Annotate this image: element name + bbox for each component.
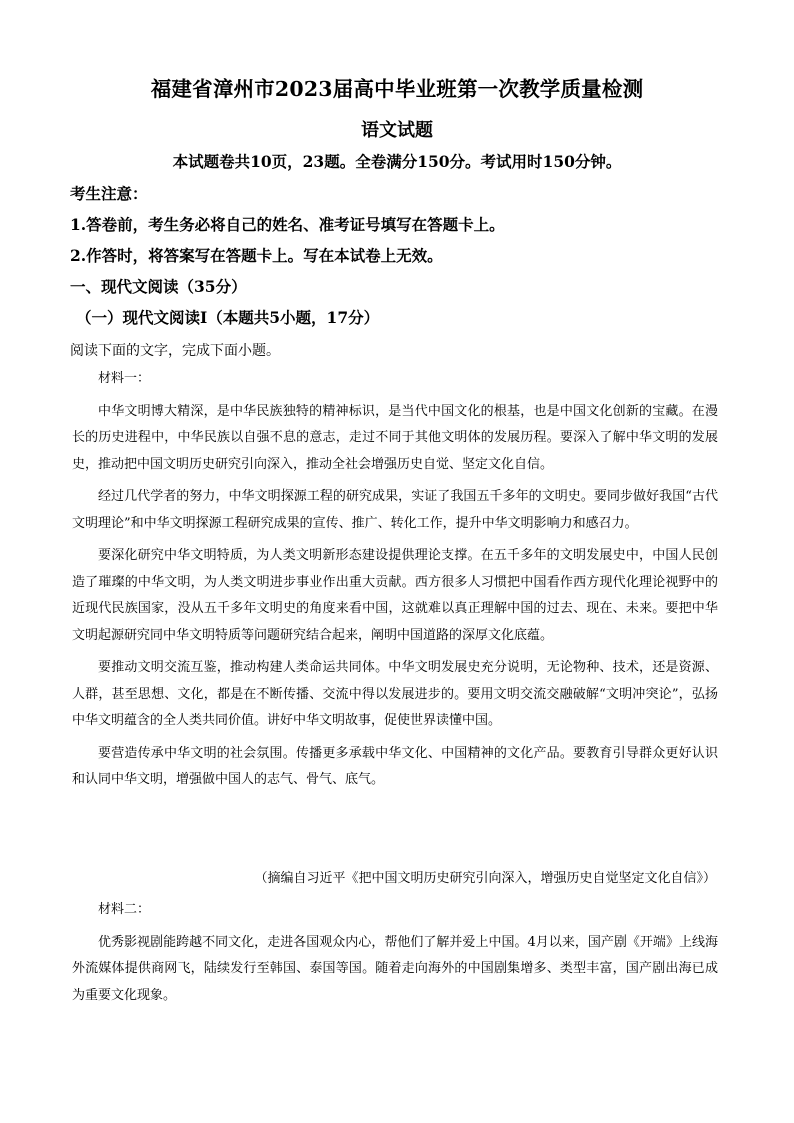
material-1-paragraph: 要深化研究中华文明特质，为人类文明新形态建设提供理论支撑。在五千多年的文明发展史中，中国人民创造了璀璨的中华文明，为人类文明进步事业作出重大贡献。西方很多人习惯把中国看作西方现代化理论视野中的近现代民族国家，没从五千多年文明史的角度来看中国，这就难以真正理解中国的过去、现在、未来。要把中华文明起源研究同中华文明特质等问题研究结合起来，阐明中国道路的深厚文化底蕴。 bbox=[72, 548, 718, 643]
material-1-label: 材料一： bbox=[98, 371, 151, 386]
notice-heading: 考生注意： bbox=[70, 184, 148, 203]
section-title: 一、现代文阅读（35分） bbox=[70, 277, 247, 296]
notice-item-2: 2.作答时，将答案写在答题卡上。写在本试卷上无效。 bbox=[70, 246, 443, 265]
material-1-paragraph: 要营造传承中华文明的社会氛围。传播更多承载中华文化、中国精神的文化产品。要教育引导群众更好认识和认同中华文明，增强做中国人的志气、骨气、底气。 bbox=[72, 745, 718, 787]
reading-instruction: 阅读下面的文字，完成下面小题。 bbox=[70, 343, 280, 359]
notice-item-1: 1.答卷前，考生务必将自己的姓名、准考证号填写在答题卡上。 bbox=[70, 215, 505, 234]
material-1-paragraph: 要推动文明交流互鉴，推动构建人类命运共同体。中华文明发展史充分说明，无论物种、技术，还是资源、人群，甚至思想、文化，都是在不断传播、交流中得以发展进步的。要用文明交流交融破解“文明冲突论”，弘扬中华文明蕴含的全人类共同价值。讲好中华文明故事，促使世界读懂中国。 bbox=[72, 660, 718, 728]
material-1 bbox=[72, 366, 718, 800]
subsection-title: （一）现代文阅读Ⅰ（本题共5小题，17分） bbox=[76, 308, 380, 327]
material-1-paragraph: 中华文明博大精深，是中华民族独特的精神标识，是当代中国文化的根基，也是中国文化创新的宝藏。在漫长的历史进程中，中华民族以自强不息的意志，走过不同于其他文明体的发展历程。要深入了解中华文明的发展史，推动把中国文明历史研究引向深入，推动全社会增强历史自觉、坚定文化自信。 bbox=[72, 403, 718, 472]
material-2 bbox=[72, 897, 718, 1015]
material-2-paragraph: 优秀影视剧能跨越不同文化，走进各国观众内心，帮他们了解并爱上中国。4月以来，国产剧《开端》上线海外流媒体提供商网飞，陆续发行至韩国、泰国等国。随着走向海外的中国剧集增多、类型丰富，国产剧出海已成为重要文化现象。 bbox=[72, 934, 718, 1003]
material-1-paragraph: 经过几代学者的努力，中华文明探源工程的研究成果，实证了我国五千多年的文明史。要同步做好我国“古代文明理论”和中华文明探源工程研究成果的宣传、推广、转化工作，提升中华文明影响力和感召力。 bbox=[72, 489, 718, 531]
material-2-label: 材料二： bbox=[98, 902, 151, 917]
exam-info: 本试题卷共10页，23题。全卷满分150分。考试用时150分钟。 bbox=[172, 152, 622, 171]
exam-title: 福建省漳州市2023届高中毕业班第一次教学质量检测 bbox=[150, 77, 644, 101]
material-1-source: （摘编自习近平《把中国文明历史研究引向深入，增强历史自觉坚定文化自信》） bbox=[254, 871, 716, 886]
subject-title: 语文试题 bbox=[361, 120, 433, 141]
